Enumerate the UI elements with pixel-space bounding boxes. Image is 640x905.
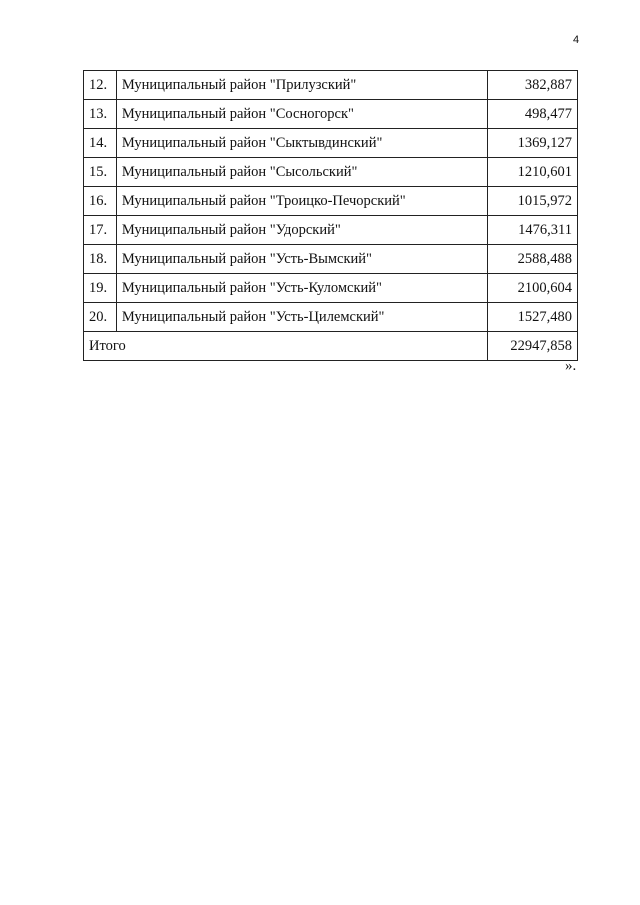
table-row (84, 158, 578, 187)
district-name: Муниципальный район "Усть-Куломский" (116, 274, 487, 303)
row-number: 16. (84, 187, 117, 216)
row-number: 13. (84, 100, 117, 129)
row-number: 20. (84, 303, 117, 332)
district-name: Муниципальный район "Удорский" (116, 216, 487, 245)
row-number: 14. (84, 129, 117, 158)
amount-value: 1015,972 (487, 187, 577, 216)
table-row (84, 274, 578, 303)
row-number: 12. (84, 71, 117, 100)
amount-value: 1527,480 (487, 303, 577, 332)
row-number: 17. (84, 216, 117, 245)
closing-quote-mark: ». (565, 358, 577, 374)
table-row (84, 187, 578, 216)
table-row (84, 129, 578, 158)
page-number: 4 (573, 34, 580, 46)
row-number: 18. (84, 245, 117, 274)
district-name: Муниципальный район "Усть-Цилемский" (116, 303, 487, 332)
amount-value: 382,887 (487, 71, 577, 100)
total-label: Итого (84, 332, 488, 361)
total-value: 22947,858 (487, 332, 577, 361)
total-row (84, 332, 578, 361)
district-name: Муниципальный район "Прилузский" (116, 71, 487, 100)
amount-value: 2588,488 (487, 245, 577, 274)
district-name: Муниципальный район "Сысольский" (116, 158, 487, 187)
amount-value: 498,477 (487, 100, 577, 129)
district-name: Муниципальный район "Усть-Вымский" (116, 245, 487, 274)
row-number: 15. (84, 158, 117, 187)
table-row (84, 303, 578, 332)
district-name: Муниципальный район "Сыктывдинский" (116, 129, 487, 158)
amount-value: 1210,601 (487, 158, 577, 187)
budget-table (83, 70, 578, 361)
district-name: Муниципальный район "Троицко-Печорский" (116, 187, 487, 216)
district-name: Муниципальный район "Сосногорск" (116, 100, 487, 129)
table-row (84, 245, 578, 274)
amount-value: 1476,311 (487, 216, 577, 245)
amount-value: 1369,127 (487, 129, 577, 158)
table-row (84, 100, 578, 129)
amount-value: 2100,604 (487, 274, 577, 303)
row-number: 19. (84, 274, 117, 303)
table-row (84, 216, 578, 245)
table-row (84, 71, 578, 100)
